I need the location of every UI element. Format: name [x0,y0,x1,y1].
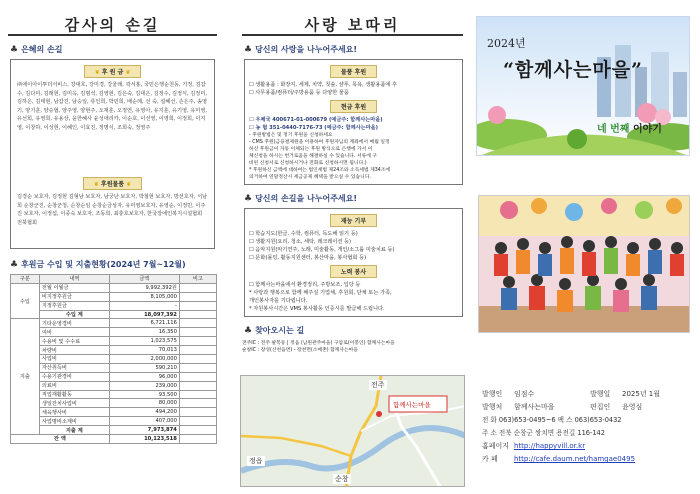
cafe-row: 카 페 http://cafe.daum.net/hamgae0495 [482,453,694,466]
goods-line: ☐ 사무용품/컴퓨터/주방용품 등 다양한 물품 [249,90,349,96]
club-icon: ♣ [10,44,19,55]
goods-line: ☐ 생활용품 : 화장지, 세제, 치약, 칫솔, 샴푸, 목욕, 생활용품에 후 [249,82,398,88]
cafe-link[interactable]: http://cafe.daum.net/hamgae0495 [514,455,636,463]
cover-subtitle: 네 번째 이야기 [597,124,662,135]
table-row: 비지정후원금 8,105,000 [11,292,217,301]
issuer-row: 발행처 함께사는마을 편집인 윤영심 [482,403,643,411]
group-photo [478,195,690,333]
section-share-heading: ♣ 당신의 사랑을 나누어주세요! [244,44,358,55]
table-row: 수용비 및 수수료 1,023,575 [11,337,217,346]
section-donations-title: 은혜의 손길 [21,45,63,54]
expense-total-row: 지출 계 7,973,874 [11,426,217,435]
cover-title: “함께사는마을” [503,59,643,81]
homepage-row: 홈페이지 http://happyvill.or.kr [482,440,694,453]
table-row: 수용기관경비 96,000 [11,372,217,381]
income-label: 수입 [11,283,40,319]
address-row: 주 소 전북 순창군 쌍치면 용전길 116-142 [482,429,605,437]
map-label-place: 함께사는마을 [393,401,431,409]
table-row: 직업재활활동 93,500 [11,390,217,399]
labor-tag: 노력 봉사 [330,265,377,278]
header-category: 구분 [11,275,40,284]
bank-account: ☐ 우체국 400671-01-000679 (예금주: 함께사는마을) [249,117,383,123]
club-icon: ♣ [244,44,253,55]
cover-year: 2024년 [487,37,526,50]
directions-line: 전주IC : 전주 팔복동 | 정읍 (남원관주마을) 구암로(이봉인) 함께사는마을 [242,341,395,346]
balance-row: 잔 액 10,123,518 [11,435,217,444]
goods-donation-tag: 물품 후원 [330,65,377,78]
club-icon: ♣ [10,259,19,270]
table-row: 자산취득비 590,210 [11,363,217,372]
table-row: 체육행사비 494,200 [11,408,217,417]
income-total-row: 수입 계 18,097,392 [11,310,217,319]
sparkle-icon: ❦ [123,69,131,76]
section-finance-title: 후원금 수입 및 지출현황(2024년 7월~12월) [21,260,186,269]
map-label-south: 순창 [335,475,349,483]
section-directions-heading: ♣ 찾아오시는 길 [244,325,305,336]
table-row: 차량비 70,013 [11,346,217,355]
expense-label: 지출 [11,319,40,435]
directions-line: 순창IC : 장성(산천읍면) - 장천면(소매촌) 함께사는마을 [242,348,358,353]
table-row: 사업비 2,000,000 [11,355,217,364]
club-icon: ♣ [244,325,253,336]
header-item: 내역 [39,275,109,284]
table-row: 생일잔치사업비 80,000 [11,399,217,408]
map-label-north: 전주 [371,381,385,389]
section-hands-heading: ♣ 당신의 손길을 나누어주세요! [244,193,358,204]
table-row: 의료비 239,000 [11,381,217,390]
phone-row: 전 화 063)653-0495~6 팩 스 063)653-0432 [482,416,622,424]
col2-title: 사랑 보따리 [304,16,401,34]
goods-tag: ❦ 후원물품 ❦ [83,177,142,190]
table-row: 여비 16,350 [11,328,217,337]
table-row: 지출 기타운영경비 6,721,116 [11,319,217,328]
bank-account: ☐ 농 협 351-0440-7176-73 (예금주: 함께사는마을) [249,125,379,131]
donor-tag: ❦ 후 원 금 ❦ [84,65,142,78]
cash-donation-tag: 현금 후원 [330,100,377,113]
goods-donor-list: 김경순 보호자, 김정현 김형남 보호자, 남궁난 보호자, 박철현 보호자, 방선호자, 서남희 순창군진, 순창군청, 순창순임 순창순금상자, 유미영보호자, 유영순, 이정민, 이주진 보호자, 이정섭, 이종숙 보호자, 조동희, 최충호보호자, 한국장애인복지시설협회 전북협회 [17,194,208,226]
sparkle-icon: ❦ [94,69,102,76]
sparkle-icon: ❦ [124,181,132,188]
group-photo-image [479,196,690,333]
donor-box [10,59,215,249]
sparkle-icon: ❦ [93,181,101,188]
section-donations-heading [10,44,225,55]
publisher-row: 발행인 임점수 발행일 2025년 1월 [482,390,661,398]
talent-tag: 재능 기부 [330,214,377,227]
donor-list: ㈜에이아이투더서비스, 강대호, 강미경, 강울래, 곽서홍, 국민은행순천동, 기정, 김갑수, 김다미, 김래현, 김미옥, 김범석, 김영현, 김은숙, 김대은, 김정수, 김정식, 김정미, 김하은, 김태현, 남갑진, 남승일, 류인희, 박민희, 배순례, 선 숙, 설혜선, 손은주, 송영기, 양기훈, 양승협, 양주영, 양현주, 오재훈, 오정연, 유영아, 유지훈, 유기영, 유미영, 유선희, 유영희, 유용상, 윤한혜사 윤성애리카, 이순호, 이선영, 이영희, 이정희, 이지영, 이창하, 이성현, 이혜인, 이효진, 정명식, 조희숙, 정영주 [17,82,207,131]
volunteer-box: 재능 기부 ☐ 학습지도(한글, 수학, 컴퓨터, 독도해 읽기 등) ☐ 생활지원(요리, 청소, 세탁, 레크레이션 등) ☐ 음악지원(악기연주, 노래, 미술활동, 개인/소그룹 미술치료 등) ☐ 문화(몰링, 활동지원센터, 봉산마을, 봉사협회 등) 노력 봉사 ☐ 함께사는마을에서 환경정리, 주방보조, 입당 등 * 사랑과 행복으로 함께 해주실 기업체, 후원회, 단체 또는 가족, 개인봉사자를 기다립니다. * 자원봉사시간은 VMS 봉사활동 인증시를 발급해 드립니다. [244,208,463,317]
cover-banner [476,16,690,156]
table-row: 지정후원금 - [11,301,217,310]
map-label-west: 정읍 [249,457,263,465]
location-map [240,375,465,487]
header-amount: 금액 [109,275,179,284]
donation-methods-box: 물품 후원 ☐ 생활용품 : 화장지, 세제, 치약, 칫솔, 샴푸, 목욕, 생활용품에 후 ☐ 사무용품/컴퓨터/주방용품 등 다양한 물품 현금 후원 ☐ 우체국 400671-01-000679 (예금주: 함께사는마을) ☐ 농 협 351-0440-7176-73 (예금주: 함께사는마을) - 후원방법은 및 정기 후원을 신청하세요 - CMS 후원(금융결제원을 이용하여 후원자님의 계좌에서 매월 일정 하신 후원금이 자동 이체되는 후원 방식으로 은행에 가서 이 체신청을 하시는 번거로움을 해결하실 수 있습니다. 서류에 구 비된 신청서로 신청하시거나 전화로 신청하시면 됩니다.) * 후원하신 금액에 대하여는 법인세법 제24조와 소득세법 제34조에 의거하여 연말정산시 세금공제 혜택을 받으실 수 있습니다. [244,59,463,185]
column-donations [0,0,225,494]
section-finance-heading [10,259,225,270]
finance-table [10,274,217,444]
map-graphic [241,376,465,487]
homepage-link[interactable]: http://happyvill.or.kr [514,442,586,450]
header-note: 비고 [179,275,216,284]
col1-title: 감사의 손길 [64,16,161,34]
publication-info [482,388,694,466]
club-icon: ♣ [244,193,253,204]
table-row: 사업명비소계비 407,000 [11,417,217,426]
table-row: 수입 전월 이월금 9,992,392원 [11,283,217,292]
